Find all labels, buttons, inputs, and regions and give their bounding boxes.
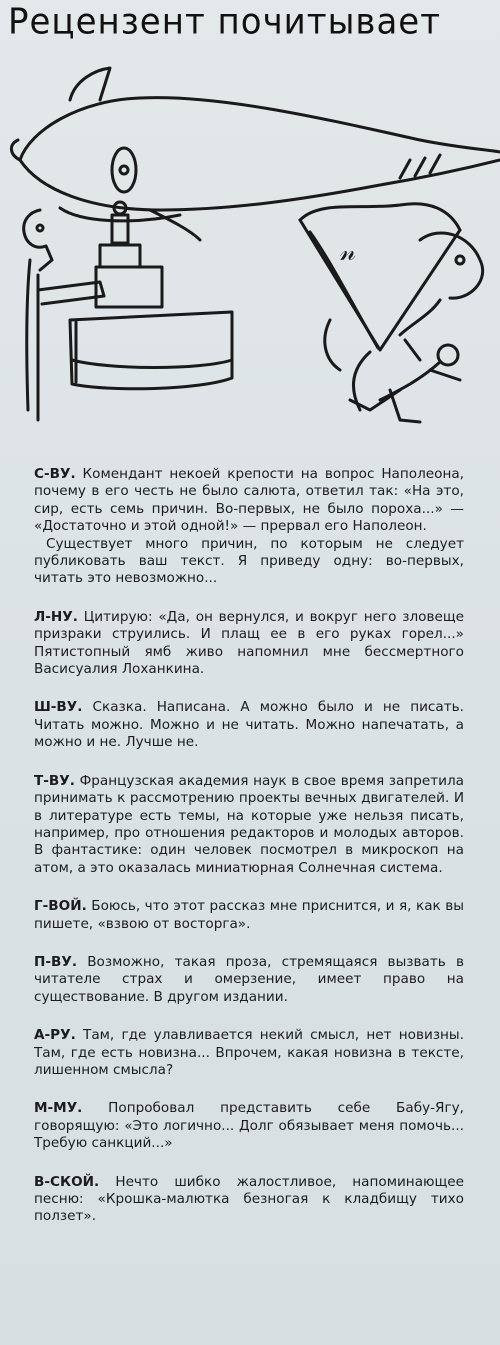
author-initials: Л-НУ. <box>34 608 78 625</box>
review-text: Боюсь, что этот рассказ мне приснится, и я, как вы пишете, «взвою от восторга». <box>34 898 464 932</box>
review-entry <box>34 954 464 1006</box>
review-entry <box>34 609 464 679</box>
author-initials: Г-ВОЙ. <box>34 898 87 915</box>
review-text: Сказка. Написана. А можно было и не писать. Читать можно. Можно и не читать. Можно напечатать, а можно и не. Лучше не. <box>34 699 464 751</box>
review-entry <box>34 898 464 933</box>
review-paragraph <box>34 1027 464 1079</box>
review-paragraph <box>34 773 464 877</box>
review-text: Нечто шибко жалостливое, напоминающее песню: «Крошка-малютка безногая к кладбищу тихо ползет». <box>34 1173 464 1225</box>
review-paragraph <box>34 699 464 751</box>
tiny-man-drawing <box>350 340 460 422</box>
shark-drawing <box>11 68 500 240</box>
review-paragraph <box>34 466 464 536</box>
review-entry <box>34 1100 464 1152</box>
review-text: Попробовал представить себе Бабу-Ягу, говорящую: «Это логично... Долг обязывает меня помочь... Требую санкций...» <box>34 1100 464 1152</box>
review-paragraph <box>34 1100 464 1152</box>
review-text: Там, где улавливается некий смысл, нет новизны. Там, где есть новизна... Впрочем, какая новизна в тексте, лишенном смысла? <box>34 1027 464 1078</box>
author-initials: М-МУ. <box>34 1100 83 1117</box>
review-paragraph <box>34 1174 464 1226</box>
review-text: Возможно, такая проза, стремящаяся вызвать в читателе страх и омерзение, имеет право на существование. В другом издании. <box>34 953 464 1005</box>
review-entry <box>34 699 464 751</box>
svg-text:𝓃: 𝓃 <box>340 237 357 267</box>
review-paragraph <box>34 609 464 679</box>
review-text: Французская академия наук в свое время запретила принимать к рассмотрению проекты вечных двигателей. И в литературе есть темы, на которые уже нельзя писать, например, про отношения редакторов и молодых авторов. В фантастике: один человек посмотрел в микроскоп на атом, а это оказалась миниатюрная Солнечная система. <box>34 772 465 876</box>
page-heading: Рецензент почитывает <box>8 1 442 43</box>
review-text: Цитирую: «Да, он вернулся, и вокруг него зловеще призраки струились. И плащ ее в его руках горел...» Пятистопный ямб живо напомнил мне бессмертного Васисуалия Лоханкина. <box>34 608 464 678</box>
review-entry <box>34 773 464 877</box>
review-entry <box>34 1174 464 1226</box>
author-initials: Ш-ВУ. <box>34 699 83 716</box>
review-entry <box>34 466 464 588</box>
reviews-column <box>34 466 464 1247</box>
review-paragraph <box>34 898 464 933</box>
cartoon-illustration <box>0 60 500 440</box>
author-initials: В-СКОЙ. <box>34 1173 100 1190</box>
man-at-microscope-drawing <box>24 202 232 420</box>
review-paragraph <box>34 954 464 1006</box>
author-initials: С-ВУ. <box>34 466 76 482</box>
author-initials: Т-ВУ. <box>34 772 75 789</box>
review-entry <box>34 1027 464 1079</box>
author-initials: А-РУ. <box>34 1027 76 1044</box>
author-initials: П-ВУ. <box>34 953 78 970</box>
review-text: Комендант некоей крепости на вопрос Наполеона, почему в его честь не было салюта, ответил так: «На это, сир, есть семь причин. Во-первых, не было пороха...» — «Достаточно и этой одной!» — прервал его Наполеон. <box>34 466 464 535</box>
review-paragraph: Существует много причин, по которым не следует публиковать ваш текст. Я приведу одну: во-первых, читать это невозможно... <box>34 535 464 587</box>
